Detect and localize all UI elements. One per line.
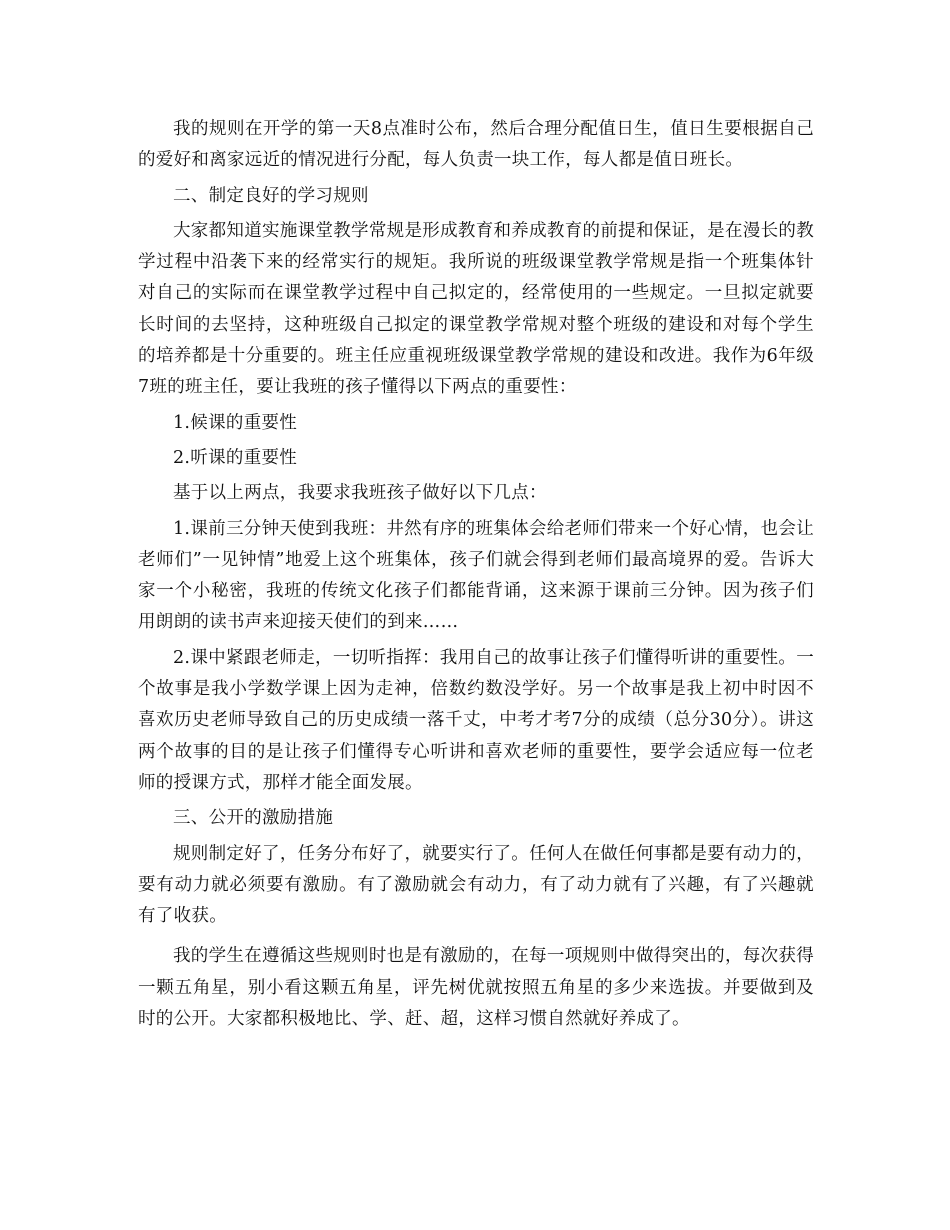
section-heading-incentives: 三、公开的激励措施 xyxy=(173,808,334,829)
list-item-listening: 2.听课的重要性 xyxy=(173,447,298,468)
list-item-waiting-for-class: 1.候课的重要性 xyxy=(173,412,298,433)
paragraph-motivation: 规则制定好了，任务分布好了，就要实行了。任何人在做任何事都是要有动力的，要有动力就必须要有激励。有了激励就会有动力，有了动力就有了兴趣，有了兴趣就有了收获。 xyxy=(138,843,814,927)
document-page xyxy=(138,114,814,1035)
paragraph-requirements-intro: 基于以上两点，我要求我班孩子做好以下几点： xyxy=(173,483,547,504)
paragraph-three-minutes: 1.课前三分钟天使到我班：井然有序的班集体会给老师们带来一个好心情，也会让老师们”一见钟情”地爱上这个班集体，孩子们就会得到老师们最高境界的爱。告诉大家一个小秘密，我班的传统文化孩子们都能背诵，这来源于课前三分钟。因为孩子们用朗朗的读书声来迎接天使们的到来…… xyxy=(138,518,814,633)
paragraph-follow-teacher: 2.课中紧跟老师走，一切听指挥：我用自己的故事让孩子们懂得听讲的重要性。一个故事是我小学数学课上因为走神，倍数约数没学好。另一个故事是我上初中时因不喜欢历史老师导致自己的历史成绩一落千丈，中考才考7分的成绩（总分30分）。讲这两个故事的目的是让孩子们懂得专心听讲和喜欢老师的重要性，要学会适应每一位老师的授课方式，那样才能全面发展。 xyxy=(138,647,814,793)
paragraph-classroom-routine: 大家都知道实施课堂教学常规是形成教育和养成教育的前提和保证，是在漫长的教学过程中沿袭下来的经常实行的规矩。我所说的班级课堂教学常规是指一个班集体针对自己的实际而在课堂教学过程中自己拟定的，经常使用的一些规定。一旦拟定就要长时间的去坚持，这种班级自己拟定的课堂教学常规对整个班级的建设和对每个学生的培养都是十分重要的。班主任应重视班级课堂教学常规的建设和改进。我作为6年级7班的班主任，要让我班的孩子懂得以下两点的重要性： xyxy=(138,220,814,398)
paragraph-stars-reward: 我的学生在遵循这些规则时也是有激励的，在每一项规则中做得突出的，每次获得一颗五角星，别小看这颗五角星，评先树优就按照五角星的多少来选拔。并要做到及时的公开。大家都积极地比、学、赶、超，这样习惯自然就好养成了。 xyxy=(138,946,814,1030)
section-heading-study-rules: 二、制定良好的学习规则 xyxy=(173,185,369,206)
paragraph-duty-rules: 我的规则在开学的第一天8点准时公布，然后合理分配值日生，值日生要根据自己的爱好和离家远近的情况进行分配，每人负责一块工作，每人都是值日班长。 xyxy=(138,119,814,171)
